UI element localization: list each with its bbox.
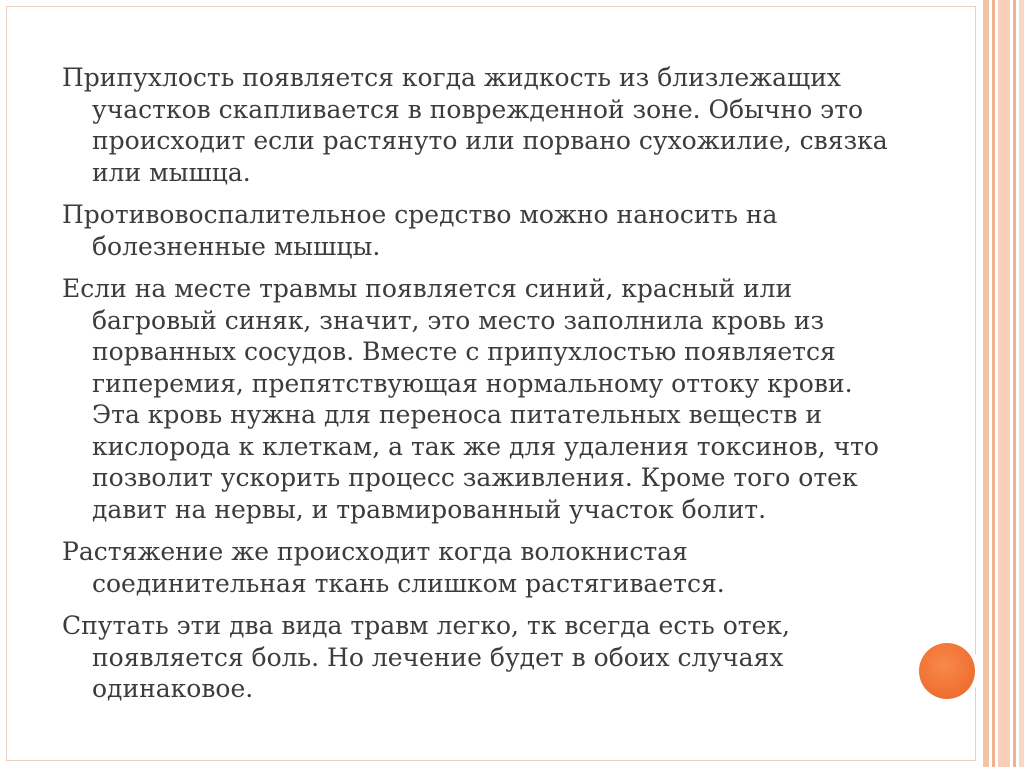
paragraph-anti-inflammatory: Противовоспалительное средство можно наносить на болезненные мышцы. bbox=[62, 200, 778, 261]
paragraph-sprain: Растяжение же происходит когда волокнистая соединительная ткань слишком растягивается. bbox=[62, 537, 725, 598]
paragraph-bruise: Если на месте травмы появляется синий, красный или багровый синяк, значит, это место заполнила кровь из порванных сосудов. Вместе с припухлостью появляется гиперемия, препятствующая нормальному оттоку крови. Эта кровь нужна для переноса питательных веществ и кислорода к клеткам, а так же для удаления токсинов, что позволит ускорить процесс заживления. Кроме того отек давит на нервы, и травмированный участок болит. bbox=[62, 274, 879, 524]
decorative-orange-circle bbox=[919, 643, 975, 699]
decorative-stripe bbox=[1013, 0, 1016, 767]
paragraph-swelling: Припухлость появляется когда жидкость из близлежащих участков скапливается в поврежденной зоне. Обычно это происходит если растянуто или порвано сухожилие, связка или мышца. bbox=[62, 63, 888, 187]
decorative-stripe bbox=[992, 0, 995, 767]
decorative-stripe bbox=[983, 0, 989, 767]
paragraph-treatment: Спутать эти два вида травм легко, тк всегда есть отек, появляется боль. Но лечение будет в обоих случаях одинаковое. bbox=[62, 611, 790, 703]
slide-body-text bbox=[62, 62, 892, 716]
decorative-stripe bbox=[1019, 0, 1024, 767]
decorative-stripe bbox=[998, 0, 1010, 767]
